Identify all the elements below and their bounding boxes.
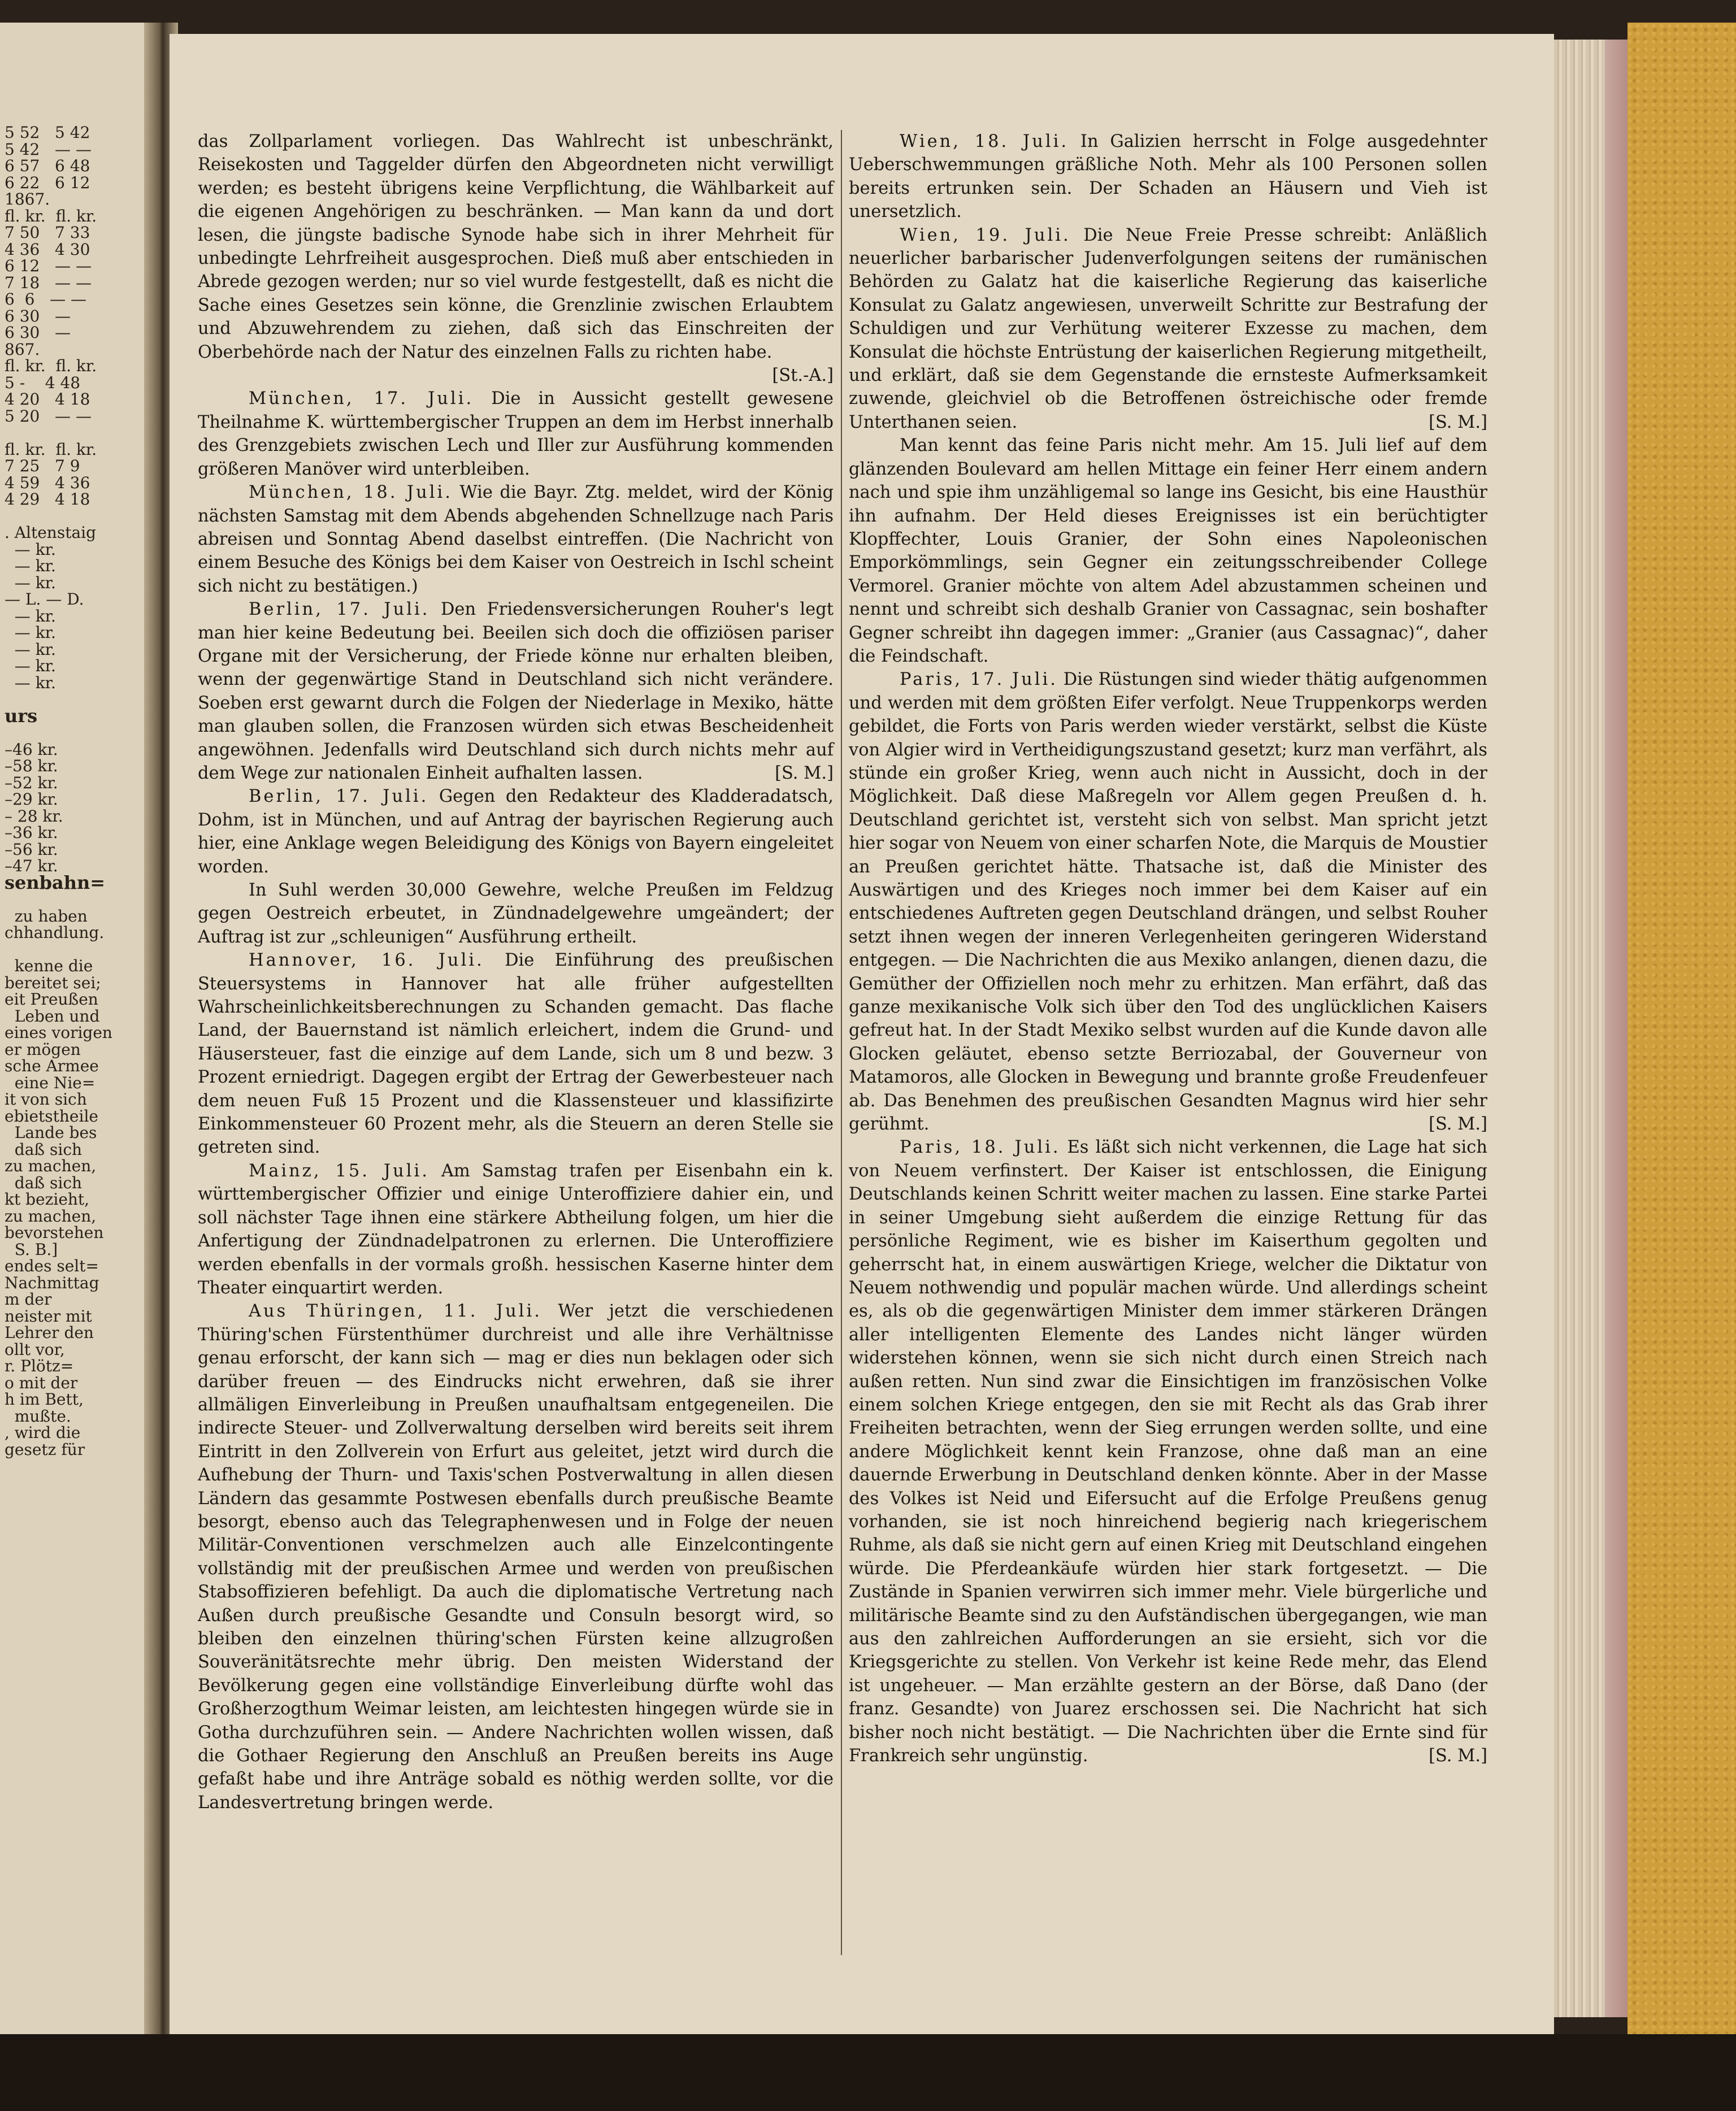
left-page-line: — kr. (5, 540, 56, 559)
article-dateline: Berlin, 17. Juli. (249, 600, 430, 620)
article-dateline: Berlin, 17. Juli. (249, 787, 429, 807)
article-text: Es läßt sich nicht verkennen, die Lage hat sich von Neuem verfinstert. Der Kaiser ist entschlossen, die Einigung Deutschlands keinen Schritt weiter machen zu lassen. Eine starke Partei in seiner Umgebung sieht außerdem die einzige Rettung für das persönliche Regiment, wie es bisher im Kaiserthum gegolten und geherrscht hat, in einem auswärtigen Kriege, welcher die Diktatur von Neuem nothwendig und populär machen würde. Und allerdings scheint es, als ob die gegenwärtigen Minister dem immer stärkeren Drängen aller intelligenten Elemente des Landes nicht länger würden widerstehen können, wenn sie sich nicht durch einen Streich nach außen retten. Nun sind zwar die Einsichtigen im französischen Volke einem solchen Kriege entgegen, den sie mit Recht als das Grab ihrer Freiheiten betrachten, wenn der Sieg errungen werden sollte, und eine andere Möglichkeit kennt kein Franzose, ohne daß man an eine dauernde Erwerbung in Deutschland denken könnte. Aber in der Masse des Volkes ist Neid und Eifersucht auf die Erfolge Preußens genug vorhanden, sie ist noch hinreichend begierig nach kriegerischem Ruhme, als daß sie nicht gern auf einen Krieg mit Deutschland eingehen würde. Die Pferdeankäufe würden hier stark fortgesetzt. — Die Zustände in Spanien verwirren sich immer mehr. Viele bürgerliche und militärische Beamte sind zu den Aufständischen übergegangen, wie man aus den zahlreichen Aufforderungen an sie ersieht, sich vor die Kriegsgerichte zu stellen. Von Verkehr ist keine Rede mehr, das Elend ist ungeheuer. — Man erzählte gestern an der Börse, daß Dano (der franz. Gesandte) von Juarez erschossen sei. Die Nachricht hat sich bisher noch nicht bestätigt. — Die Nachrichten über die Ernte sind für Frankreich sehr ungünstig. (849, 1137, 1487, 1766)
left-page-line: 6 57 6 48 (5, 157, 90, 175)
left-page-line (5, 941, 146, 958)
column-divider (841, 130, 842, 1955)
article-paragraph (198, 130, 834, 387)
article-paragraph (198, 598, 834, 785)
article-text: Am Samstag trafen per Eisenbahn ein k. württembergischer Offizier und einige Unteroffiziere dahier ein, und soll nächster Tage ihnen eine stärkere Abtheilung folgen, um hier die Anfertigung der Zündnadelpatronen zu erlernen. Die Unteroffiziere werden ebenfalls in der vormals großh. hessischen Kaserne hinter dem Theater einquartirt werden. (198, 1161, 834, 1298)
article-dateline: München, 18. Juli. (249, 483, 453, 503)
left-page-fragment (0, 23, 153, 2034)
left-page-line: 6 30 — (5, 306, 71, 325)
article-paragraph (198, 785, 834, 879)
article-paragraph (198, 1159, 834, 1300)
article-dateline: Mainz, 15. Juli. (249, 1161, 429, 1181)
left-page-line (5, 508, 146, 525)
left-page-line: urs (5, 705, 38, 727)
newspaper-column-right (849, 130, 1487, 1767)
left-page-line: 867. (5, 340, 40, 359)
article-paragraph (849, 1136, 1487, 1767)
article-text: das Zollparlament vorliegen. Das Wahlrecht ist unbeschränkt, Reisekosten und Taggelder dürfen den Abgeordneten nicht verwilligt werden; es besteht übrigens keine Verpflichtung, die Wählbarkeit auf die eigenen Angehörigen zu beschränken. — Man kann da und dort lesen, die jüngste badische Synode habe sich in ihrer Mehrheit für unbedingte Lehrfreiheit ausgesprochen. Dieß muß aber entschieden in Abrede gezogen werden; nur so viel wurde festgestellt, daß es nicht die Sache eines Gesetzes sein könne, die Grenzlinie zwischen Erlaubtem und Abzuwehrendem zu ziehen, daß sich das Einschreiten der Oberbehörde nach der Natur des einzelnen Falls zu richten habe. (198, 132, 834, 362)
left-page-line (5, 891, 146, 908)
left-page-line: –47 kr. (5, 857, 58, 875)
article-paragraph (198, 481, 834, 598)
left-page-line: eine Nie= (5, 1073, 96, 1092)
article-dateline: München, 17. Juli. (249, 389, 474, 409)
left-page-line: 1867. (5, 190, 50, 209)
left-page-line: mußte. (5, 1406, 71, 1426)
article-text: In Suhl werden 30,000 Gewehre, welche Preußen im Feldzug gegen Oestreich erbeutet, in Zündnadelgewehre umgeändert; der Auftrag ist zur „schleunigen“ Ausführung ertheilt. (198, 880, 834, 947)
left-page-line: eines vorigen (5, 1023, 112, 1042)
left-page-line: zu haben (5, 906, 88, 926)
left-page-line: Nachmittag (5, 1273, 99, 1292)
article-dateline: Paris, 17. Juli. (900, 670, 1058, 690)
article-source: [S. M.] (1429, 1746, 1487, 1766)
left-page-line: 4 59 4 36 (5, 473, 90, 492)
article-paragraph (849, 224, 1487, 435)
article-source: [S. M.] (775, 763, 834, 783)
newspaper-column-left (198, 130, 834, 1814)
left-page-line: –58 kr. (5, 757, 58, 775)
left-page-line: neister mit (5, 1306, 92, 1326)
left-page-line: 6 6 — — (5, 290, 87, 309)
left-page-line: Lande bes (5, 1123, 97, 1142)
article-text: Wer jetzt die verschiedenen Thüring'schen Fürstenthümer durchreist und alle ihre Verhältnisse genau erforscht, der kann sich — mag er dies nun beklagen oder sich darüber freuen — des Eindrucks nicht erwehren, daß sie ihrer allmäligen Einverleibung in Preußen unaufhaltsam entgegeneilen. Die indirecte Steuer- und Zollverwaltung derselben wird bereits seit ihrem Eintritt in den Zollverein von Erfurt aus geleitet, jetzt wird durch die Aufhebung der Thurn- und Taxis'schen Postverwaltung in allen diesen Ländern das gesammte Postwesen ebenfalls durch preußische Beamte besorgt, ebenso auch das Telegraphenwesen und in Folge der neuen Militär-Conventionen verschmelzen auch alle Einzelcontingente vollständig mit der preußischen Armee und werden von preußischen Stabsoffizieren befehligt. Da auch die diplomatische Vertretung nach Außen durch preußische Gesandte und Consuln besorgt wird, so bleiben den einzelnen thüring'schen Fürsten keine allzugroßen Souveränitätsrechte mehr übrig. Den meisten Widerstand der Bevölkerung gegen eine vollständige Einverleibung dürfte wohl das Großherzogthum Weimar leisten, am leichtesten hingegen würde sie in Gotha durchzuführen sein. — Andere Nachrichten wollen wissen, daß die Gothaer Regierung den Anschluß an Preußen bereits ins Auge gefaßt habe und ihre Anträge sobald es nöthig werden sollte, vor die Landesvertretung bringen werde. (198, 1301, 834, 1813)
left-page-line: –29 kr. (5, 790, 58, 809)
left-page-line: 4 20 4 18 (5, 390, 90, 409)
left-page-line: r. Plötz= (5, 1357, 74, 1375)
left-page-line: — kr. (5, 573, 56, 592)
left-page-line: h im Bett, (5, 1390, 84, 1409)
article-paragraph (198, 387, 834, 481)
left-page-line: zu machen, (5, 1157, 97, 1175)
article-paragraph (849, 668, 1487, 1136)
article-dateline: Wien, 19. Juli. (900, 225, 1071, 245)
left-page-line: 7 18 — — (5, 273, 92, 292)
left-page-line: er mögen (5, 1040, 81, 1059)
left-page-line: ebietstheile (5, 1106, 98, 1126)
left-page-line: — kr. (5, 557, 56, 575)
left-page-line: daß sich (5, 1140, 83, 1159)
left-page-line: S. B.] (5, 1240, 58, 1259)
left-page-line: daß sich (5, 1173, 83, 1192)
article-paragraph (198, 1300, 834, 1814)
left-page-line: 7 25 7 9 (5, 457, 80, 475)
article-paragraph (198, 949, 834, 1159)
left-page-line: –36 kr. (5, 823, 58, 842)
left-page-line: kt bezieht, (5, 1190, 90, 1209)
page-edges (1554, 40, 1628, 2017)
left-page-line: m der (5, 1290, 52, 1309)
left-page-line: — kr. (5, 657, 56, 675)
left-page-line: chhandlung. (5, 923, 105, 942)
left-page-line: — L. — D. (5, 590, 84, 609)
article-source: [S. M.] (1429, 1114, 1487, 1135)
article-paragraph (849, 434, 1487, 668)
left-page-text (5, 124, 146, 1458)
article-text: Wie die Bayr. Ztg. meldet, wird der König nächsten Samstag mit dem Abends abgehenden Schnellzuge nach Paris abreisen und Sonntag Abend daselbst eintreffen. (Die Nachricht von einem Besuche des Königs bei dem Kaiser von Oestreich in Ischl scheint sich nicht zu bestätigen.) (198, 483, 834, 596)
left-page-line: — kr. (5, 623, 56, 642)
article-dateline: Paris, 18. Juli. (900, 1137, 1061, 1158)
left-page-line: it von sich (5, 1090, 87, 1109)
left-page-line: fl. kr. fl. kr. (5, 357, 97, 375)
left-page-line: kenne die (5, 957, 93, 975)
left-page-line: 6 22 6 12 (5, 173, 90, 192)
left-page-line: –52 kr. (5, 773, 58, 792)
book-cover (1628, 23, 1736, 2040)
article-paragraph (198, 879, 834, 949)
article-text: Die in Aussicht gestellt gewesene Theilnahme K. württembergischer Truppen an dem im Herbst innerhalb des Grenzgebiets zwischen Lech und Iller zur Ausführung kommenden größeren Manöver wird unterbleiben. (198, 389, 834, 479)
left-page-line (5, 424, 146, 441)
left-page-line: 5 42 — — (5, 140, 92, 159)
left-page-line: , wird die (5, 1423, 81, 1442)
left-page-line: 4 29 4 18 (5, 490, 90, 509)
left-page-line: 7 50 7 33 (5, 223, 90, 242)
left-page-line: . Altenstaig (5, 523, 97, 542)
left-page-line: 5 20 — — (5, 406, 92, 425)
article-text: Man kennt das feine Paris nicht mehr. Am 15. Juli lief auf dem glänzenden Boulevard am hellen Mittage ein feiner Herr einem andern nach und spie ihm unzähligemal so lange ins Gesicht, bis eine Hausthür ihn aufnahm. Der Held dieses Ereignisses ist ein berüchtigter Klopffechter, Louis Granier, der Sohn eines Napoleonischen Emporkömmlings, sein Gegner ein zeitungsschreibender College Vermorel. Granier möchte von altem Adel abzustammen scheinen und nennt und schreibt sich deshalb Granier von Cassagnac, sein boshafter Gegner schreibt ihn dagegen immer: „Granier (aus Cassagnac)“, daher die Feindschaft. (849, 436, 1487, 666)
article-text: Die Einführung des preußischen Steuersystems in Hannover hat alle früher aufgestellten Wahrscheinlichkeitsberechnungen zu Schanden gemacht. Das flache Land, der Bauernstand ist nämlich erleichert, indem die Grund- und Häusersteuer, fast die einzige auf dem Lande, sich um 8 und bezw. 3 Prozent erniedrigt. Dagegen ergibt der Ertrag der Gewerbesteuer nach dem neuen Fuß 15 Prozent und die Klassensteuer und klassifizirte Einkommensteuer 60 Prozent mehr, als die Steuern an deren Stelle sie getreten sind. (198, 950, 834, 1158)
left-page-line (5, 724, 146, 741)
left-page-line: — kr. (5, 606, 56, 626)
left-page-line: bereitet sei; (5, 973, 101, 992)
article-text: Gegen den Redakteur des Kladderadatsch, Dohm, ist in München, und auf Antrag der bayrischen Regierung auch hier, eine Anklage wegen Beleidigung des Königs von Bayern eingeleitet worden. (198, 787, 834, 877)
left-page-line: sche Armee (5, 1057, 99, 1075)
article-dateline: Hannover, 16. Juli. (249, 950, 484, 971)
article-source: [S. M.] (1429, 412, 1487, 432)
left-page-line: 5 52 5 42 (5, 123, 90, 142)
left-page-line: fl. kr. fl. kr. (5, 206, 97, 225)
left-page-line: senbahn= (5, 871, 106, 893)
left-page-line: bevorstehen (5, 1223, 104, 1242)
left-page-line: Lehrer den (5, 1323, 94, 1342)
article-source: [St.-A.] (772, 366, 834, 386)
article-text: Die Neue Freie Presse schreibt: Anläßlich neuerlicher barbarischer Judenverfolgungen seitens der rumänischen Behörden zu Galatz hat die kaiserliche Regierung das kaiserliche Konsulat zu Galatz angewiesen, unverweilt Schritte zur Bestrafung der Schuldigen und zur Verhütung weiterer Exzesse zu machen, dem Konsulat die höchste Entrüstung der kaiserlichen Regierung mitgetheilt, und erklärt, daß sie dem Gegenstande die ernsteste Aufmerksamkeit zuwende, gleichviel ob die Betroffenen östreichische oder fremde Unterthanen seien. (849, 225, 1487, 432)
left-page-line: –46 kr. (5, 740, 58, 759)
left-page-line: endes selt= (5, 1257, 99, 1275)
left-page-line: – 28 kr. (5, 806, 63, 826)
article-text: Die Rüstungen sind wieder thätig aufgenommen und werden mit dem größten Eifer verfolgt. Neue Truppenkorps werden gebildet, die Forts von Paris werden wieder verstärkt, selbst die Küste von Algier wird in Vertheidigungszustand gesetzt; kurz man verfährt, als stünde ein großer Krieg, wenn auch nicht in Aussicht, doch in der Möglichkeit. Daß diese Maßregeln vor Allem gegen Preußen d. h. Deutschland gerichtet ist, versteht sich von selbst. Man spricht jetzt hier sogar von Neuem von einer scharfen Note, die Marquis de Moustier an Preußen gerichtet hätte. Thatsache ist, daß die Minister des Auswärtigen und des Krieges noch immer bei dem Kaiser auf ein entschiedenes Auftreten gegen Deutschland drängen, und selbst Rouher setzt ihnen wegen der inneren Verlegenheiten geringeren Widerstand entgegen. — Die Nachrichten die aus Mexiko anlangen, dienen dazu, die Gemüther der Offiziellen noch mehr zu erhitzen. Man erfährt, daß das ganze mexikanische Volk sich über den Tod des unglücklichen Kaisers gefreut hat. In der Stadt Mexiko selbst wurden auf die Kunde davon alle Glocken geläutet, ebenso setzte Berriozabal, der Gouverneur von Matamoros, alle Glocken in Bewegung und brannte große Freudenfeuer ab. Das Benehmen des preußischen Gesandten Magnus wird hier sehr gerühmt. (849, 670, 1487, 1135)
left-page-line: 6 30 — (5, 323, 71, 342)
left-page-line: 4 36 4 30 (5, 240, 90, 259)
article-dateline: Aus Thüringen, 11. Juli. (249, 1301, 542, 1322)
article-text: Den Friedensversicherungen Rouher's legt man hier keine Bedeutung bei. Beeilen sich doch die offiziösen pariser Organe mit der Versicherung, der Friede könne nur erhalten bleiben, wenn der gegenwärtige Stand in Deutschland sich nicht verändere. Soeben erst gewarnt durch die Folgen der Niederlage in Mexiko, hätte man glauben sollen, die Franzosen würden sich etwas Bescheidenheit angewöhnen. Jedenfalls wird Deutschland sich durch nichts mehr auf dem Wege zur nationalen Einheit aufhalten lassen. (198, 600, 834, 783)
article-paragraph (849, 130, 1487, 224)
left-page-line: o mit der (5, 1373, 78, 1392)
left-page-line: ollt vor, (5, 1340, 65, 1359)
left-page-line: gesetz für (5, 1440, 85, 1459)
left-page-line: eit Preußen (5, 990, 98, 1009)
left-page-line: fl. kr. fl. kr. (5, 440, 97, 459)
left-page-line: –56 kr. (5, 840, 58, 859)
background-table (0, 2034, 1736, 2111)
article-text: In Galizien herrscht in Folge ausgedehnter Ueberschwemmungen gräßliche Noth. Mehr als 100 Personen sollen bereits ertrunken sein. Der Schaden an Häusern und Vieh ist unersetzlich. (849, 132, 1487, 222)
left-page-line: — kr. (5, 673, 56, 692)
left-page-line: 5 - 4 48 (5, 373, 81, 392)
article-dateline: Wien, 18. Juli. (900, 132, 1069, 151)
left-page-line: zu machen, (5, 1206, 97, 1226)
left-page-line: 6 12 — — (5, 257, 92, 275)
left-page-line: Leben und (5, 1006, 100, 1026)
left-page-line: — kr. (5, 640, 56, 659)
